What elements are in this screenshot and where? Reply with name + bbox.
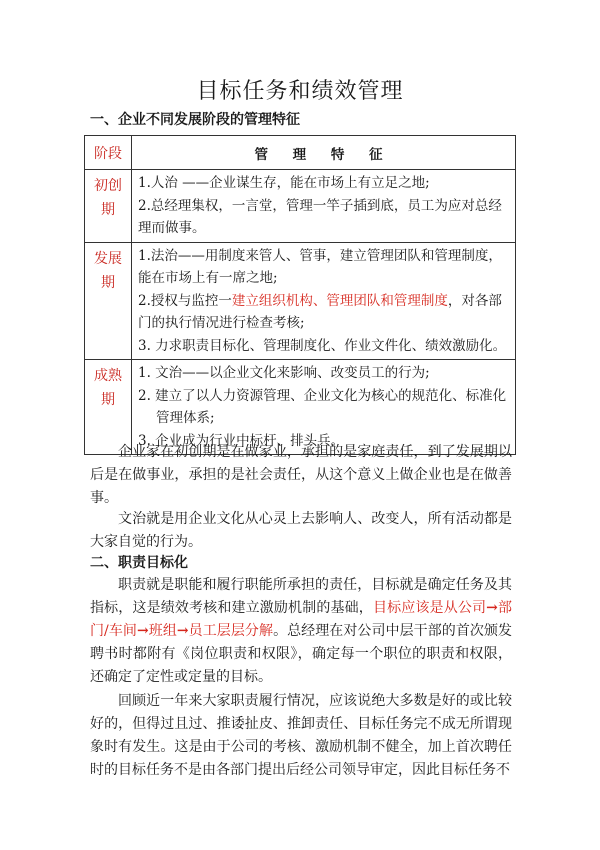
feature-item-prefix: 2.授权与监控一 [138,292,232,309]
highlight-text: 员工层层分解 [188,623,274,639]
feature-cell-startup [132,170,516,243]
management-features-table [84,135,516,455]
arrow-right-icon: → [176,623,189,639]
feature-item-highlight: 建立组织机构、管理团队和管理制度 [231,292,448,309]
feature-item: 1. 文治——以企业文化来影响、改变员工的行为; [138,365,430,381]
header-feature: 管 理 特 征 [132,136,516,170]
feature-item: 1.人治 ——企业谋生存，能在市场上有立足之地; [138,175,430,191]
header-stage: 阶段 [85,136,132,170]
feature-item: 3. 企业成为行业中标杆、排头兵。 [138,432,345,449]
stage-label: 发展期 [94,250,122,291]
feature-item: 2. 建立了以人力资源管理、企业文化为核心的规范化、标准化管理体系; [138,387,507,426]
paragraph-review: 回顾近一年来大家职责履行情况，应该说绝大多数是好的或比较好的，但得过且过、推诿扯皮、推卸责任、目标任务完不成无所谓现象时有发生。这是由于公司的考核、激励机制不健全，加上首次聘任时的目标任务不是由各部门提出后经公司领导审定，因此目标任务不 [90,693,512,778]
feature-item [138,290,509,335]
highlight-text: 部门/车间 [90,600,513,639]
highlight-text: 目标应该是从公司 [372,600,487,616]
feature-item: 1.法治——用制度来管人、管事，建立管理团队和管理制度，能在市场上有一席之地; [138,247,502,286]
highlight-text: 班组 [148,623,177,639]
text-run: 职责就是职能和履行职能所承担的责任，目标就是确定任务及其指标，这是绩效考核和建立激励机制的基础， [90,577,512,616]
stage-cell-growth [85,242,132,360]
feature-item: 3. 力求职责目标化、管理制度化、作业文件化、绩效激励化。 [138,337,507,354]
page-title: 目标任务和绩效管理 [196,79,404,104]
section-heading-2: 二、职责目标化 [90,555,188,571]
paragraph-responsibility [90,574,512,689]
arrow-right-icon: → [136,623,149,639]
stage-label: 成熟期 [94,368,122,408]
stage-cell-startup [85,170,132,243]
stage-label: 初创期 [94,178,122,218]
feature-item-suffix: ，对各部门的执行情况进行检查考核; [138,292,502,331]
table-row [85,242,516,360]
text-run: 。总经理在对公司中层干部的首次颁发聘书时都附有《岗位职责和权限》，确定每一个职位的职责和权限，还确定了定性或定量的目标。 [90,623,513,685]
table-row [85,170,516,243]
feature-cell-growth [132,242,516,360]
table-header-row [85,136,516,170]
feature-item: 2.总经理集权，一言堂，管理一竿子插到底，员工为应对总经理而做事。 [138,197,502,236]
paragraph-entrepreneur: 企业家在初创期是在做家业，承担的是家庭责任，到了发展期以后是在做事业，承担的是社会责任，从这个意义上做企业也是在做善事。 [90,444,512,506]
paragraph-culture: 文治就是用企业文化从心灵上去影响人、改变人，所有活动都是大家自觉的行为。 [90,511,512,550]
arrow-right-icon: → [486,600,498,616]
section-heading-1: 一、企业不同发展阶段的管理特征 [90,112,300,128]
